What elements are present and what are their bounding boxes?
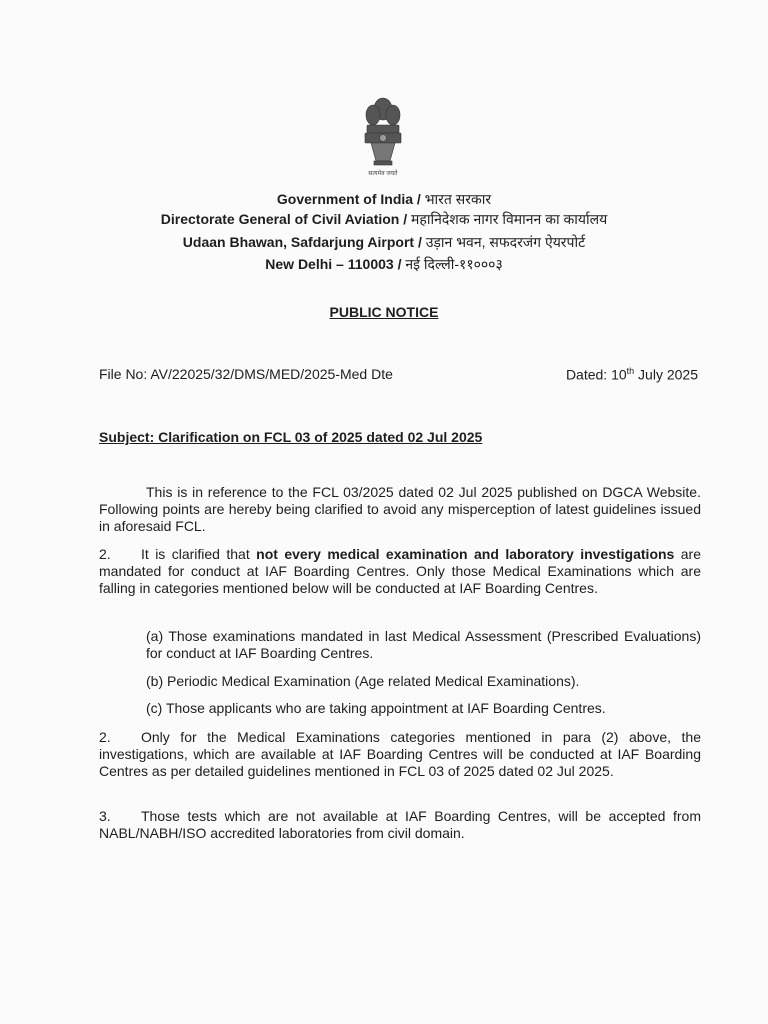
- list-item-c: (c) Those applicants who are taking appointment at IAF Boarding Centres.: [146, 700, 606, 716]
- paragraph-2-text-bold: not every medical examination and laboratory investigations: [256, 546, 675, 562]
- paragraph-2-number: 2.: [99, 546, 111, 562]
- file-number: File No: AV/22025/32/DMS/MED/2025-Med Dte: [99, 366, 393, 382]
- header-line-government: [100, 190, 668, 209]
- header-line-address: [100, 233, 668, 252]
- paragraph-2-text-post: are mandated for conduct at IAF Boarding Centres. Only those Medical Examinations which are falling in categories mentioned below will be conducted at IAF Boarding Centres.: [99, 546, 701, 596]
- list-item-b: (b) Periodic Medical Examination (Age related Medical Examinations).: [146, 673, 580, 689]
- header-address-hi: उड़ान भवन, सफदरजंग ऐयरपोर्ट: [425, 234, 586, 250]
- list-item-a: (a) Those examinations mandated in last Medical Assessment (Prescribed Evaluations) for conduct at IAF Boarding Centres.: [146, 628, 701, 661]
- date-suffix: July 2025: [634, 366, 698, 383]
- subject-line: Subject: Clarification on FCL 03 of 2025 dated 02 Jul 2025: [99, 429, 483, 445]
- paragraph-3-text: Only for the Medical Examinations categories mentioned in para (2) above, the investigations, which are available at IAF Boarding Centres will be conducted at IAF Boarding Centres as per detailed guidelines mentioned in FCL 03 of 2025 dated 02 Jul 2025.: [99, 729, 701, 779]
- header-address-en: Udaan Bhawan, Safdarjung Airport /: [182, 234, 422, 250]
- date-prefix: Dated: 10: [565, 366, 627, 383]
- header-line-dgca: [100, 210, 668, 229]
- header-dgca-hi: महानिदेशक नागर विमानन का कार्यालय: [411, 211, 608, 227]
- date-superscript: th: [626, 366, 635, 376]
- header-government-hi: भारत सरकार: [424, 191, 492, 207]
- date: [566, 366, 698, 383]
- emblem-motto: सत्यमेव जयते: [368, 171, 398, 177]
- header-city-hi: नई दिल्ली-११०००३: [405, 256, 503, 272]
- header-city-en: New Delhi – 110003 /: [265, 256, 402, 272]
- header-line-city: [100, 255, 668, 274]
- paragraph-2: [99, 546, 701, 597]
- page-title: PUBLIC NOTICE: [329, 304, 439, 320]
- paragraph-4: [99, 808, 701, 842]
- paragraph-2-text-pre: It is clarified that: [141, 546, 257, 562]
- paragraph-3-number: 2.: [99, 729, 111, 745]
- header-government-en: Government of India /: [276, 191, 421, 207]
- paragraph-3: [99, 729, 701, 780]
- paragraph-intro: This is in reference to the FCL 03/2025 dated 02 Jul 2025 published on DGCA Website. Following points are hereby being clarified to avoid any misperception of latest guidelines issued in aforesaid FCL.: [99, 484, 701, 534]
- paragraph-4-number: 3.: [99, 808, 111, 824]
- paragraph-4-text: Those tests which are not available at IAF Boarding Centres, will be accepted from NABL/NABH/ISO accredited laboratories from civil domain.: [99, 808, 701, 841]
- header-dgca-en: Directorate General of Civil Aviation /: [160, 211, 408, 227]
- national-emblem-icon: [362, 95, 404, 179]
